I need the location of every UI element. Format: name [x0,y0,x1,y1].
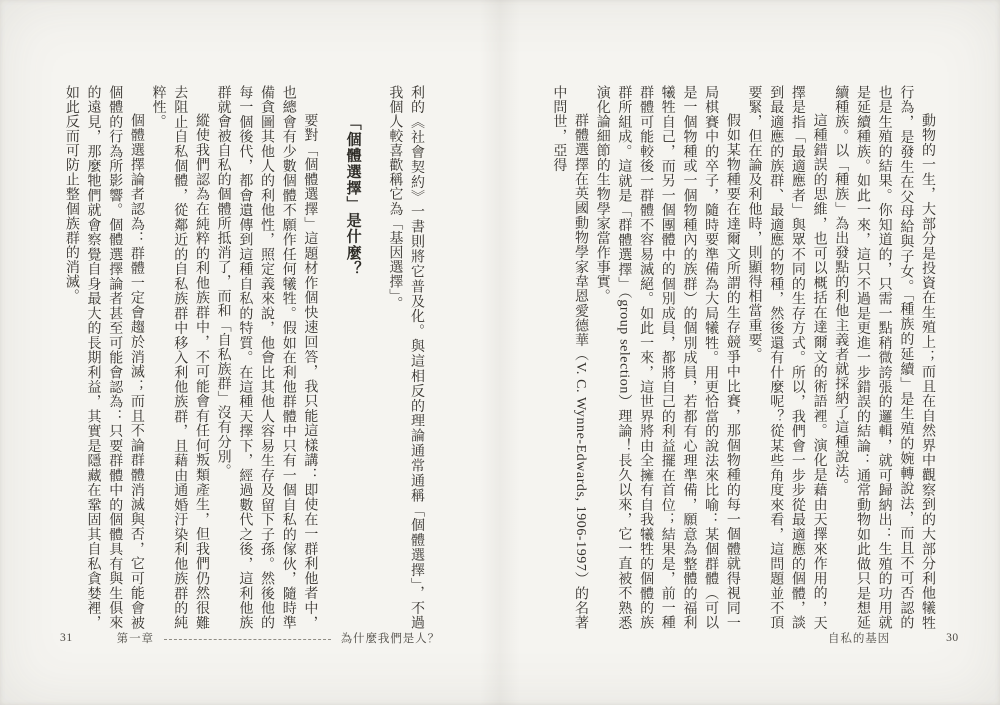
paragraph: 動物的一生，大部分是投資在生殖上；而且在自然界中觀察到的大部分利他犧牲行為，是發生在父母給與子女。「種族的延續」是生殖的婉轉說法，而且不可否認的也是生殖的結果。你知道的，只需一點稍微誇張的邏輯，就可歸納出：生殖的功用就是延續種族。如此一來，這只不過是更進一步錯誤的結論：通常動物如此做只是想延續種族。以「種族」為出發點的利他主義者就採納了這種說法。 [833,85,935,630]
chapter-label: 第一章 [116,633,154,645]
paragraph: 這種錯誤的思維，也可以概括在達爾文的術語裡。演化是藉由天擇來作用的，天擇是指「最適應者」與眾不同的生存方式。所以，我們會一步步從最適應的個體，談到最適應的族群、最適應的物種，然後還有什麼呢？從某些角度來看，這問題並不頂要緊，但在論及利他時，則顯得相當重要。 [746,85,827,630]
dashed-leader [164,639,331,640]
page-number-right: 30 [946,632,959,644]
book-title: 自私的基因 [828,633,891,645]
paragraph: 個體選擇論者認為：群體一定會趨於消滅；而且不論群體消滅與否，它可能會被個體的行為所影響。個體選擇論者甚至可能會認為：只要群體中的個體具有與生俱來的遠見，那麼牠們就會察覺自身最大的長期利益，其實是隱藏在鞏固其自私貪婪裡，如此反而可防止整個族群的消滅。 [63,85,144,630]
paragraph: 要對「個體選擇」這題材作個快速回答，我只能這樣講：即使在一群利他者中，也總會有少數個體不願作任何犧牲。假如在利他群體中只有一個自私的傢伙，隨時準備貪圖其他人的利他性，照定義來說，他會比其他人容易生存及留下子孫。然後他的每一個後代，都會遺傳到這種自私的特質。在這種天擇下，經過數代之後，這利他族群就會被自私的個體所抵消了，而和「自私族群」沒有分別。 [215,85,318,630]
page-left-body-text [22,85,427,630]
paragraph: 縱使我們認為在純粹的利他族群中，不可能會有任何叛類產生，但我們仍然很難去阻止自私個體，從鄰近的自私族群中移入利他族群，且藉由通婚汙染利他族群的純粹性。 [150,85,209,630]
paragraph: 群體選擇在英國動物學家韋恩愛德華（V. C. Wynne-Edwards, 1906-1997）的名著中問世，亞得 [551,85,588,630]
paragraph: 假如某物種要在達爾文所謂的生存競爭中比賽，那個物種的每一個體就得視同一局棋賽中的卒子，隨時要準備為大局犧牲。用更恰當的說法來比喻：某個群體（可以是一個物種或一個物種內的族群）的個別成員，若都有心理準備，願意為整體的福利犧牲自己，而另一個團體中的個別成員，都將自己的利益擺在首位；結果是，前一種群體可能較後一群體不容易滅絕。如此一來，這世界將由全擁有自我犧牲的個體的族群所組成。這就是「群體選擇」（group selection）理論！長久以來，它一直被不熟悉演化論細節的生物學家當作事實。 [594,85,740,630]
page-number-left: 31 [60,632,73,644]
left-page-footer [60,630,440,646]
chapter-title: 為什麼我們是人？ [340,633,440,645]
right-page-footer [828,630,959,646]
page-right-body-text [533,85,938,630]
paragraph-continuation: 利的《社會契約》一書則將它普及化。與這相反的理論通常通稱「個體選擇」，不過我個人較喜歡稱它為「基因選擇」。 [387,85,424,630]
page-right [500,0,1000,705]
section-heading: 「個體選擇」是什麼？ [344,115,361,277]
